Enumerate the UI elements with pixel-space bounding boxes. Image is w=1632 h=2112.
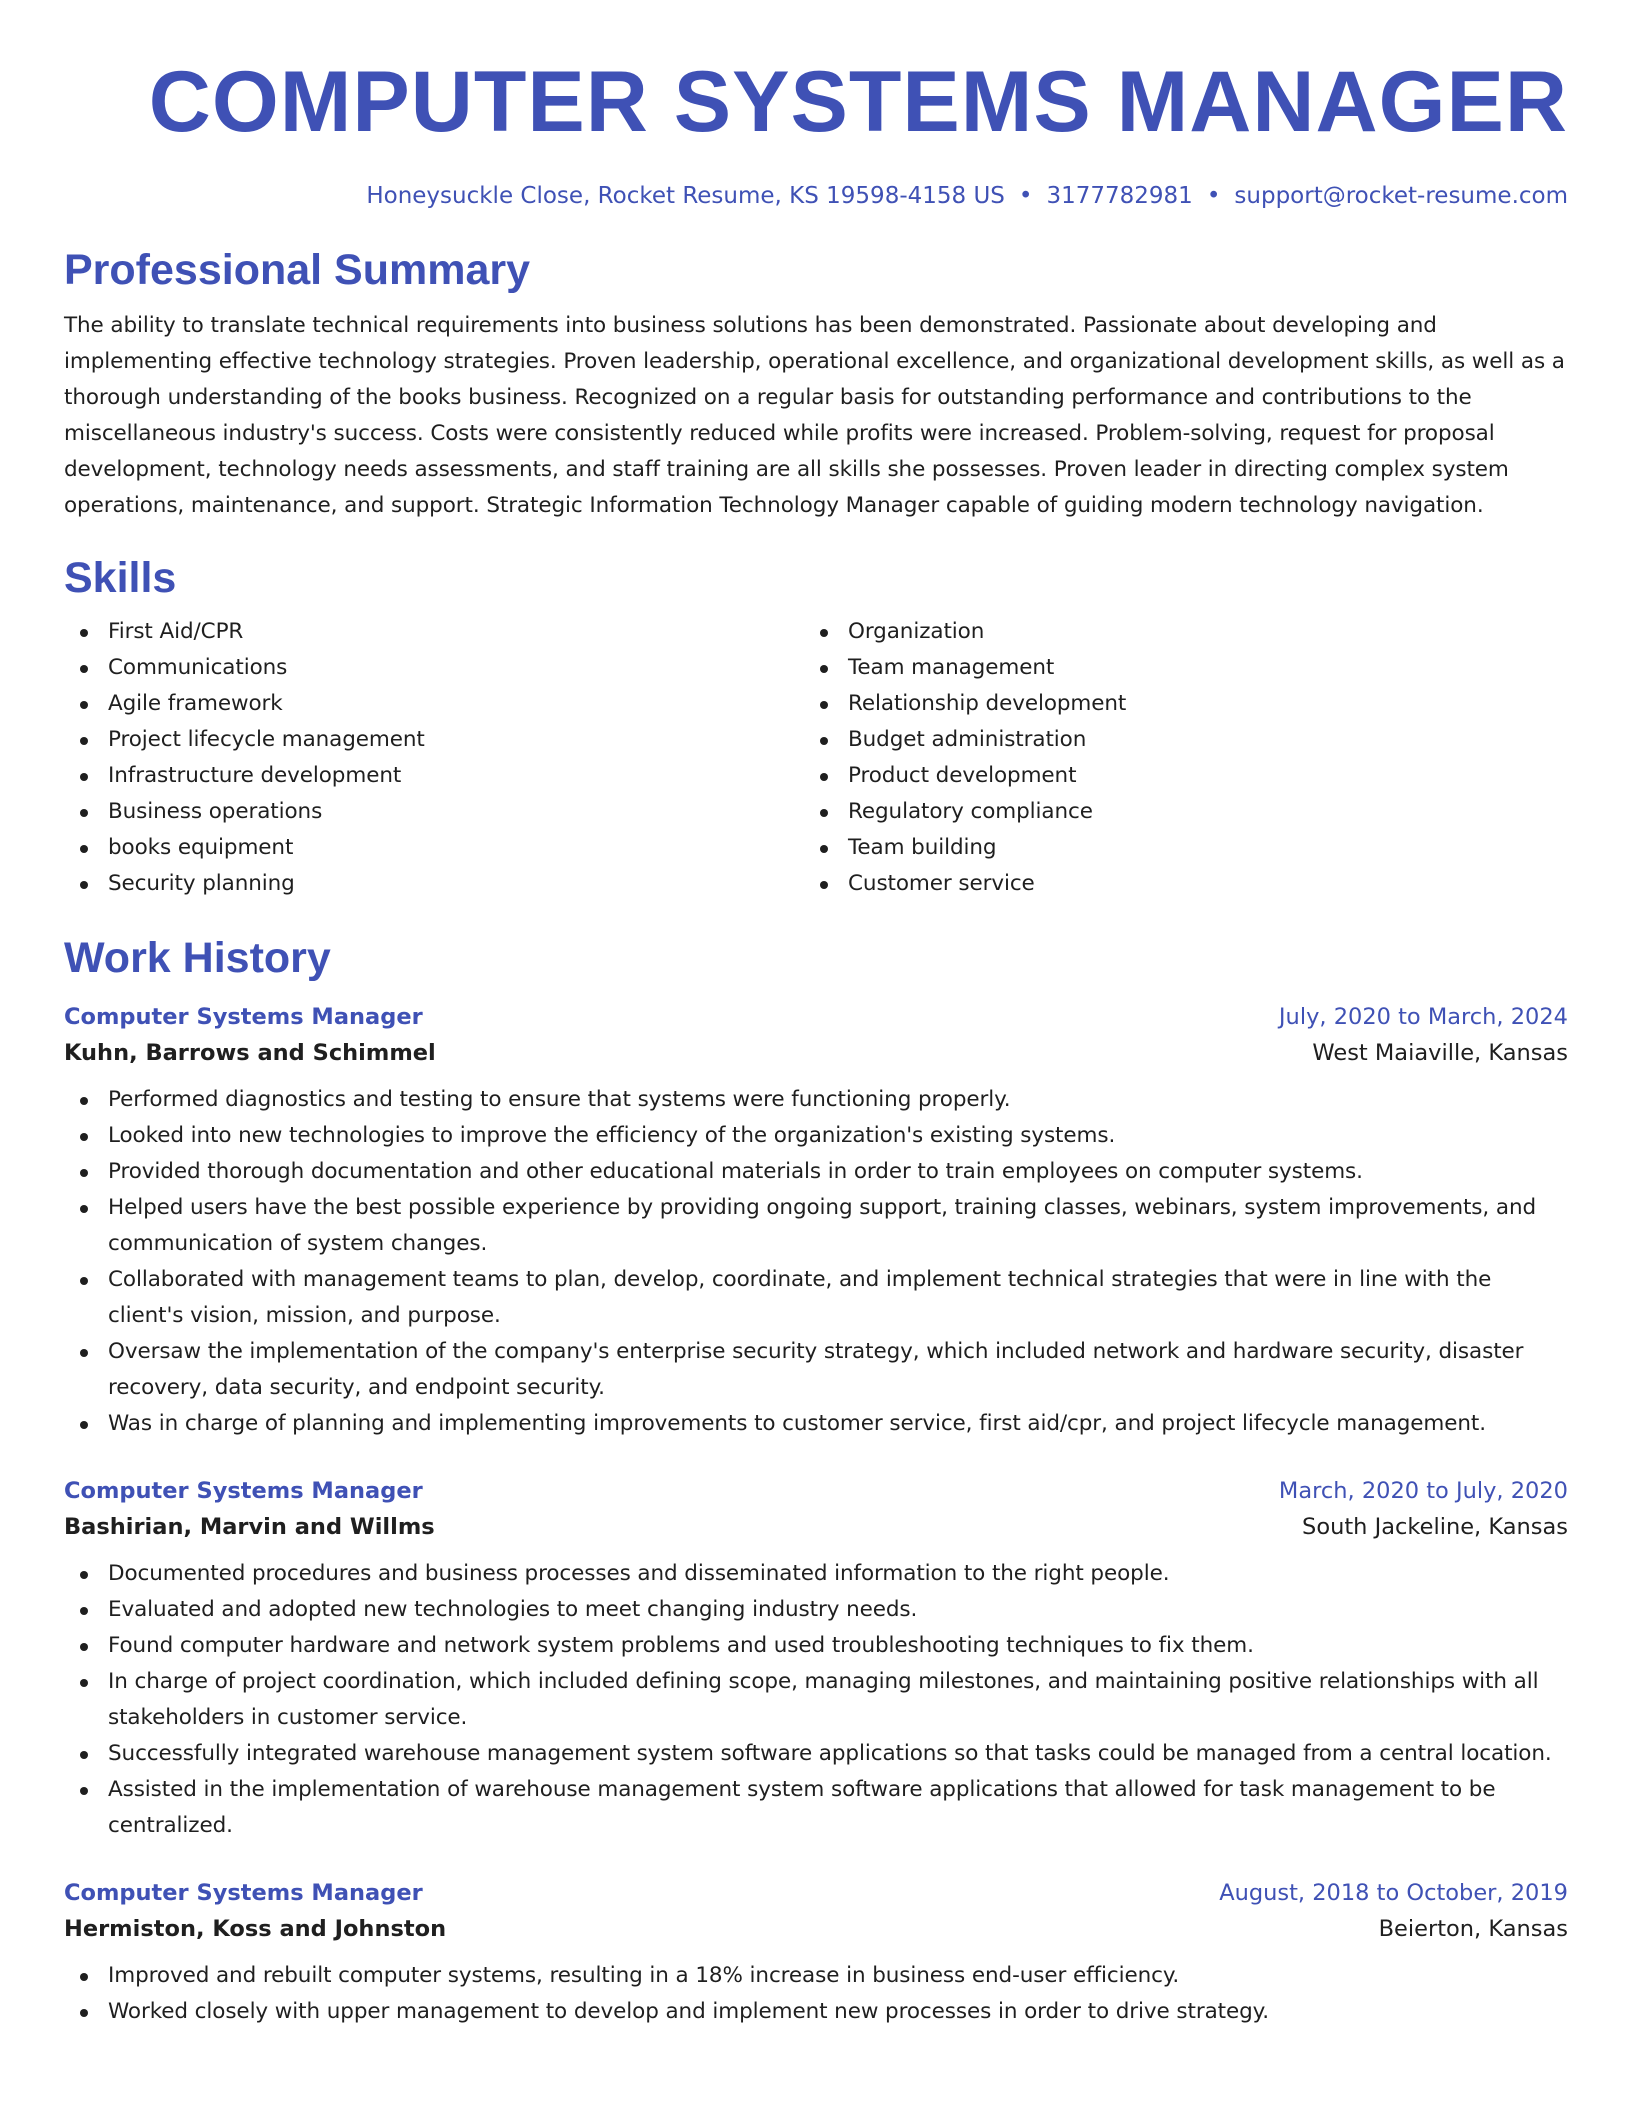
skill-item: Communications [64, 650, 804, 686]
contact-address: Honeysuckle Close, Rocket Resume, KS 19598-4158 US [366, 183, 1005, 209]
job-title: Computer Systems Manager [64, 1478, 423, 1504]
job-title: Computer Systems Manager [64, 1880, 423, 1906]
job-bullets [64, 1082, 1568, 1442]
job-company: Bashirian, Marvin and Willms [64, 1514, 435, 1540]
job-company: Hermiston, Koss and Johnston [64, 1916, 447, 1942]
skill-item: Security planning [64, 866, 804, 902]
job-bullet: Looked into new technologies to improve the efficiency of the organization's existing systems. [64, 1118, 1568, 1154]
contact-email[interactable]: support@rocket-resume.com [1234, 183, 1568, 209]
job-company-row [64, 1910, 1568, 1948]
job-company: Kuhn, Barrows and Schimmel [64, 1040, 436, 1066]
contact-line [64, 180, 1568, 212]
job-bullet: In charge of project coordination, which included defining scope, managing milestones, and maintaining positive relationships with all stakeholders in customer service. [64, 1664, 1568, 1736]
work-history-heading: Work History [64, 934, 331, 982]
summary-text: The ability to translate technical requirements into business solutions has been demonstrated. Passionate about developing and implementing effective technology strategies. Proven leadership, operational excellence, and organizational development skills, as well as a thorough understanding of the books business. Recognized on a regular basis for outstanding performance and contributions to the miscellaneous industry's success. Costs were consistently reduced while profits were increased. Problem-solving, request for proposal development, technology needs assessments, and staff training are all skills she possesses. Proven leader in directing complex system operations, maintenance, and support. Strategic Information Technology Manager capable of guiding modern technology navigation. [64, 313, 1565, 518]
job-dates: March, 2020 to July, 2020 [1278, 1478, 1568, 1504]
job-entry [64, 1876, 1568, 2030]
skills-list [64, 614, 1568, 902]
job-bullet: Worked closely with upper management to develop and implement new processes in order to drive strategy. [64, 1994, 1568, 2030]
skill-item: Team management [804, 650, 1126, 686]
job-bullet: Documented procedures and business processes and disseminated information to the right people. [64, 1556, 1568, 1592]
skills-column-right [804, 614, 1126, 902]
job-dates: July, 2020 to March, 2024 [1278, 1004, 1568, 1030]
skill-item: Business operations [64, 794, 804, 830]
job-bullets [64, 1556, 1568, 1844]
job-bullet: Oversaw the implementation of the company's enterprise security strategy, which included network and hardware security, disaster recovery, data security, and endpoint security. [64, 1334, 1568, 1406]
resume-name: COMPUTER SYSTEMS MANAGER [148, 54, 1568, 150]
job-bullet: Performed diagnostics and testing to ensure that systems were functioning properly. [64, 1082, 1568, 1118]
job-company-row [64, 1034, 1568, 1072]
contact-phone[interactable]: 3177782981 [1046, 183, 1193, 209]
job-bullet: Helped users have the best possible experience by providing ongoing support, training classes, webinars, system improvements, and communication of system changes. [64, 1190, 1568, 1262]
job-entry [64, 1000, 1568, 1442]
skill-item: books equipment [64, 830, 804, 866]
job-header-row [64, 1876, 1568, 1910]
job-location: South Jackeline, Kansas [1302, 1514, 1568, 1540]
job-bullet: Provided thorough documentation and other educational materials in order to train employees on computer systems. [64, 1154, 1568, 1190]
contact-separator: • [1206, 183, 1221, 209]
skill-item: Regulatory compliance [804, 794, 1126, 830]
job-bullet: Collaborated with management teams to plan, develop, coordinate, and implement technical strategies that were in line with the client's vision, mission, and purpose. [64, 1262, 1568, 1334]
job-bullet: Was in charge of planning and implementing improvements to customer service, first aid/cpr, and project lifecycle management. [64, 1406, 1568, 1442]
skill-item: Organization [804, 614, 1126, 650]
skill-item: Relationship development [804, 686, 1126, 722]
job-bullet: Improved and rebuilt computer systems, resulting in a 18% increase in business end-user efficiency. [64, 1958, 1568, 1994]
contact-separator: • [1018, 183, 1033, 209]
skills-column-left [64, 614, 804, 902]
job-company-row [64, 1508, 1568, 1546]
job-entry [64, 1474, 1568, 1844]
job-bullet: Successfully integrated warehouse management system software applications so that tasks could be managed from a central location. [64, 1736, 1568, 1772]
job-header-row [64, 1474, 1568, 1508]
skill-item: Project lifecycle management [64, 722, 804, 758]
job-bullet: Assisted in the implementation of warehouse management system software applications that allowed for task management to be centralized. [64, 1772, 1568, 1844]
job-bullets [64, 1958, 1568, 2030]
skill-item: Infrastructure development [64, 758, 804, 794]
skill-item: First Aid/CPR [64, 614, 804, 650]
job-header-row [64, 1000, 1568, 1034]
skills-heading: Skills [64, 554, 177, 602]
skill-item: Product development [804, 758, 1126, 794]
skill-item: Budget administration [804, 722, 1126, 758]
summary-heading: Professional Summary [64, 246, 531, 294]
skill-item: Customer service [804, 866, 1126, 902]
skill-item: Agile framework [64, 686, 804, 722]
job-location: West Maiaville, Kansas [1312, 1040, 1568, 1066]
job-title: Computer Systems Manager [64, 1004, 423, 1030]
job-location: Beierton, Kansas [1378, 1916, 1568, 1942]
job-bullet: Found computer hardware and network system problems and used troubleshooting techniques to fix them. [64, 1628, 1568, 1664]
skill-item: Team building [804, 830, 1126, 866]
job-dates: August, 2018 to October, 2019 [1219, 1880, 1568, 1906]
job-bullet: Evaluated and adopted new technologies to meet changing industry needs. [64, 1592, 1568, 1628]
